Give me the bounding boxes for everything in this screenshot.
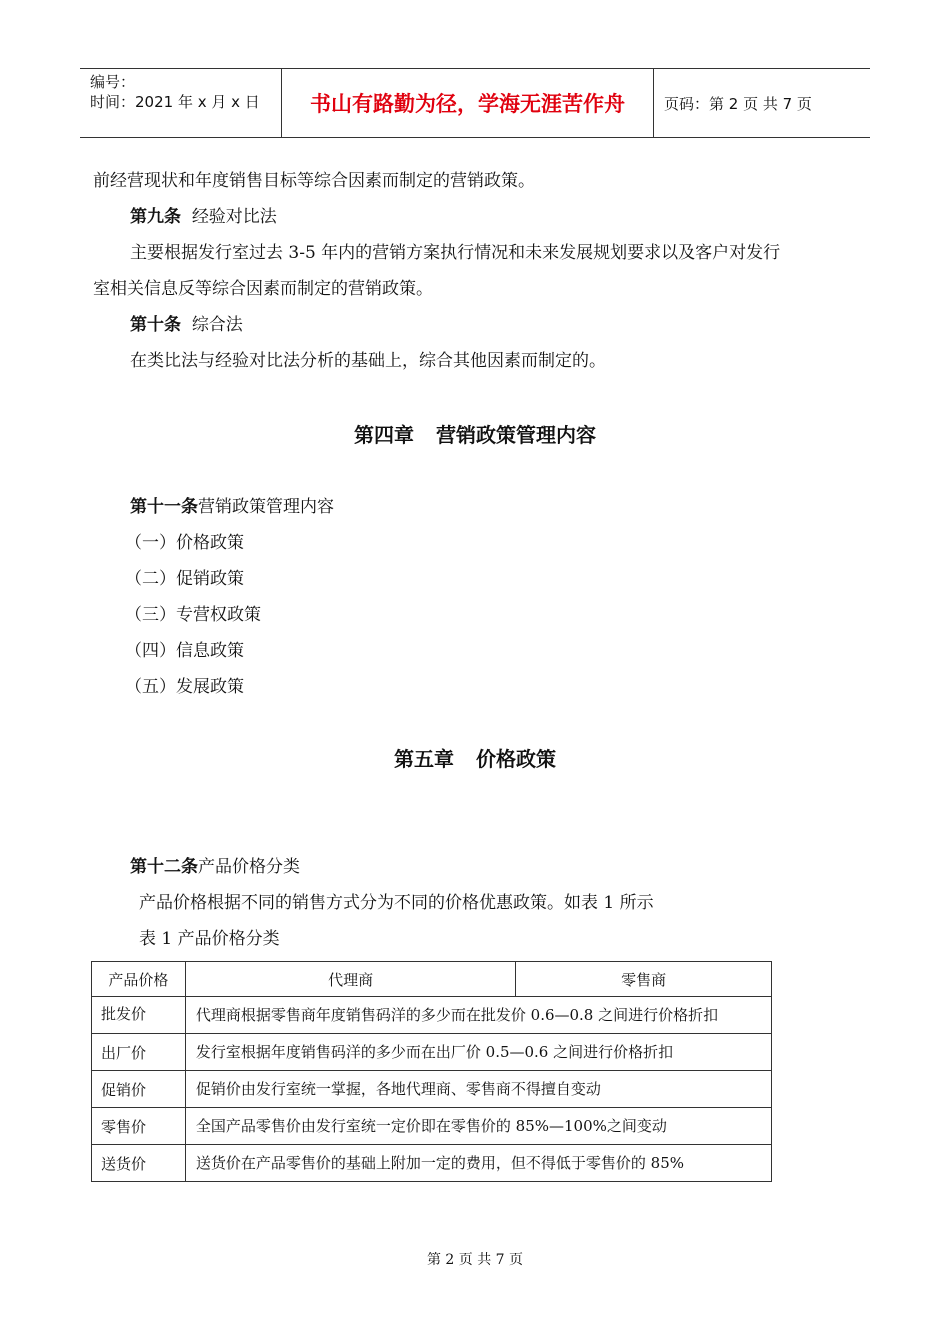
- table-caption: 表 1 产品价格分类: [139, 929, 280, 949]
- header-meta: [80, 69, 282, 137]
- article-9-number: 第九条: [130, 207, 181, 227]
- paragraph-continuation: 前经营现状和年度销售目标等综合因素而制定的营销政策。: [93, 171, 535, 191]
- list-item: （二）促销政策: [125, 569, 244, 589]
- table-cell-description: 送货价在产品零售价的基础上附加一定的费用，但不得低于零售价的 85%: [185, 1145, 771, 1182]
- table-cell-description: 代理商根据零售商年度销售码洋的多少而在批发价 0.6—0.8 之间进行价格折扣: [185, 997, 771, 1034]
- article-11-number: 第十一条: [130, 497, 198, 517]
- table-cell-price-type: 批发价: [92, 997, 186, 1034]
- list-item: （一）价格政策: [125, 533, 244, 553]
- article-9-text-line-2: 室相关信息反等综合因素而制定的营销政策。: [93, 279, 433, 299]
- article-9-text-line-1: 主要根据发行室过去 3-5 年内的营销方案执行情况和未来发展规划要求以及客户对发行: [130, 243, 781, 263]
- table-row: [92, 1034, 772, 1071]
- table-row: [92, 1071, 772, 1108]
- chapter-4-title: 营销政策管理内容: [436, 423, 596, 447]
- list-item: （四）信息政策: [125, 641, 244, 661]
- article-10-name: 综合法: [191, 315, 243, 335]
- header-page-info: [654, 69, 870, 137]
- chapter-5-title: 价格政策: [476, 747, 556, 771]
- table-header-cell: 代理商: [185, 962, 515, 997]
- header-motto: 书山有路勤为径，学海无涯苦作舟: [282, 69, 654, 137]
- chapter-5-heading: [0, 743, 950, 772]
- table-header-cell: 零售商: [516, 962, 772, 997]
- table-row: [92, 1145, 772, 1182]
- article-10-heading: [130, 315, 243, 335]
- table-row: [92, 1108, 772, 1145]
- table-header-cell: 产品价格: [92, 962, 186, 997]
- article-9-heading: [130, 207, 277, 227]
- article-10-text: 在类比法与经验对比法分析的基础上，综合其他因素而制定的。: [130, 351, 606, 371]
- table-cell-price-type: 零售价: [92, 1108, 186, 1145]
- table-header-row: [92, 962, 772, 997]
- table-cell-description: 促销价由发行室统一掌握，各地代理商、零售商不得擅自变动: [185, 1071, 771, 1108]
- list-item: （三）专营权政策: [125, 605, 261, 625]
- price-category-table: [91, 961, 772, 1182]
- article-12-name: 产品价格分类: [198, 857, 300, 877]
- table-cell-description: 全国产品零售价由发行室统一定价即在零售价的 85%—100%之间变动: [185, 1108, 771, 1145]
- page-footer: 第 2 页 共 7 页: [426, 1252, 524, 1268]
- page-number-label: 页码：第 2 页 共 7 页: [664, 94, 812, 113]
- list-item: （五）发展政策: [125, 677, 244, 697]
- article-11-name: 营销政策管理内容: [198, 497, 334, 517]
- page-header: [80, 68, 870, 138]
- table-cell-price-type: 出厂价: [92, 1034, 186, 1071]
- table-cell-price-type: 送货价: [92, 1145, 186, 1182]
- document-number-label: 编号：: [90, 73, 136, 91]
- article-12-number: 第十二条: [130, 857, 198, 877]
- article-10-number: 第十条: [130, 315, 181, 335]
- table-row: [92, 997, 772, 1034]
- article-9-name: 经验对比法: [191, 207, 277, 227]
- table-cell-description: 发行室根据年度销售码洋的多少而在出厂价 0.5—0.6 之间进行价格折扣: [185, 1034, 771, 1071]
- article-12-heading: [130, 857, 300, 877]
- chapter-4-number: 第四章: [354, 423, 414, 447]
- article-11-heading: [130, 497, 334, 517]
- article-12-text: 产品价格根据不同的销售方式分为不同的价格优惠政策。如表 1 所示: [139, 893, 654, 913]
- chapter-4-heading: [0, 419, 950, 448]
- chapter-5-number: 第五章: [394, 747, 454, 771]
- document-time-label: 时间：2021 年 x 月 x 日: [90, 93, 260, 111]
- table-cell-price-type: 促销价: [92, 1071, 186, 1108]
